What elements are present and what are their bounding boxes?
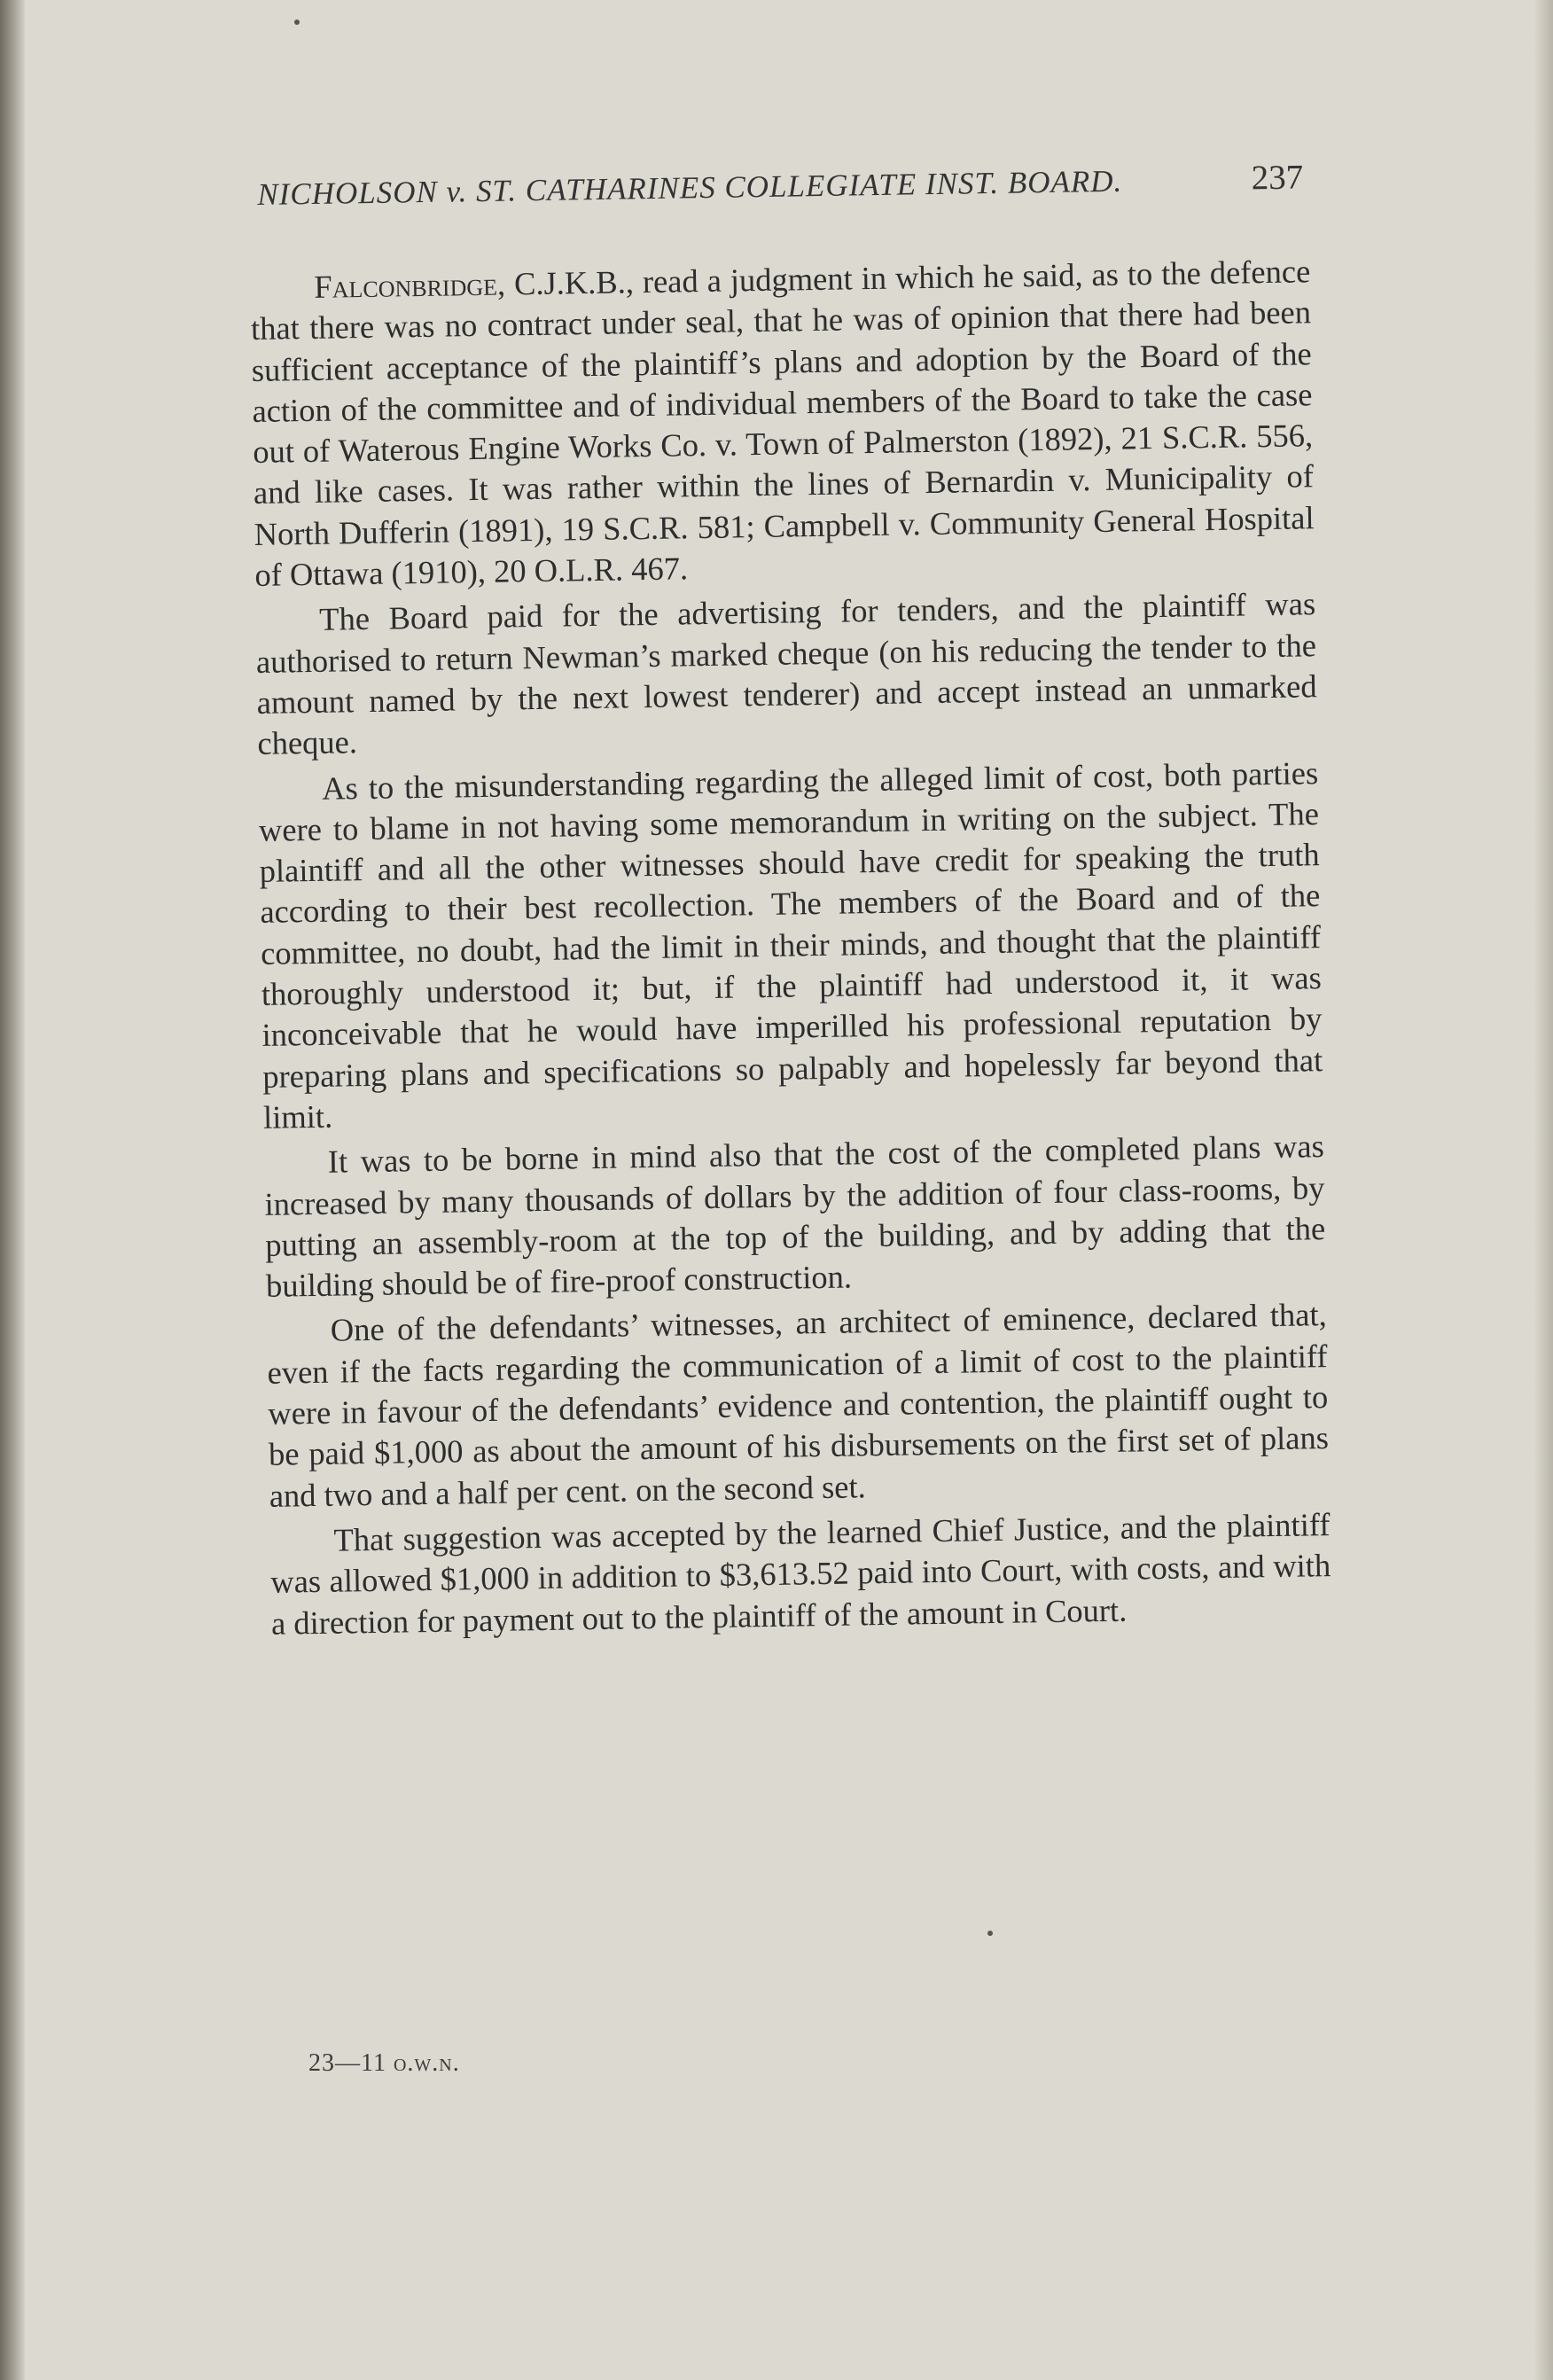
paragraph-1-text: C.J.K.B., read a judgment in which he said, as to the defence that there was no contract under seal, that he was of opinion that there had been sufficient acceptance of the plaintiff’s plans and adoption by the Board of the action of the committee and of individual members of the Board to take the case out of Waterous Engine Works Co. v. Town of Palmerston (1892), 21 S.C.R. 556, and like cases. It was rather within the lines of Bernardin v. Municipality of North Dufferin (1891), 19 S.C.R. 581; Campbell v. Community General Hospital of Ottawa (1910), 20 O.L.R. 467. bbox=[250, 253, 1315, 594]
judge-name: Falconbridge, bbox=[314, 265, 506, 305]
signature-mark bbox=[308, 2049, 460, 2078]
print-speck bbox=[294, 20, 300, 25]
signature-abbrev: o.w.n. bbox=[393, 2049, 460, 2077]
paragraph-3: As to the misunderstanding regarding the alleged limit of cost, both parties were to blame in not having some memorandum in writing on the subject. The plaintiff and all the other witnesses should have credit for speaking the truth according to their best recollection. The members of the Board and of the committee, no doubt, had the limit in their minds, and thought that the plaintiff thoroughly understood it; but, if the plaintiff had understood it, it was inconceivable that he would have imperilled his professional reputation by preparing plans and specifications so palpably and hopelessly far beyond that limit. bbox=[258, 753, 1323, 1135]
print-speck bbox=[987, 1931, 993, 1936]
paragraph-4: It was to be borne in mind also that the cost of the completed plans was increased by many thousands of dollars by the addition of four class-rooms, by putting an assembly-room at the top of the building, and by adding that the building should be of fire-proof construction. bbox=[264, 1128, 1326, 1304]
signature-number: 23—11 bbox=[308, 2049, 386, 2077]
running-title: NICHOLSON v. ST. CATHARINES COLLEGIATE INST. BOARD. bbox=[257, 163, 1123, 212]
binding-shadow bbox=[0, 0, 25, 2380]
paragraph-1 bbox=[250, 251, 1315, 596]
running-head bbox=[257, 157, 1304, 227]
page-edge-shadow bbox=[1533, 0, 1553, 2380]
paragraph-6: That suggestion was accepted by the learned Chief Justice, and the plaintiff was allowed $1,000 in addition to $3,613.52 paid into Court, with costs, and with a direction for payment out to the plaintiff of the amount in Court. bbox=[269, 1505, 1331, 1642]
page-number: 237 bbox=[1251, 158, 1304, 198]
paragraph-2: The Board paid for the advertising for tenders, and the plaintiff was authorised to return Newman’s marked cheque (on his reducing the tender to the amount named by the next lowest tenderer) and accept instead an unmarked cheque. bbox=[255, 585, 1317, 762]
paragraph-5: One of the defendants’ witnesses, an architect of eminence, declared that, even if the facts regarding the communication of a limit of cost to the plaintiff were in favour of the defendants’ evidence and contention, the plaintiff ought to be paid $1,000 as about the amount of his disbursements on the first set of plans and two and a half per cent. on the second set. bbox=[267, 1296, 1330, 1514]
judgment-text bbox=[250, 251, 1331, 1648]
